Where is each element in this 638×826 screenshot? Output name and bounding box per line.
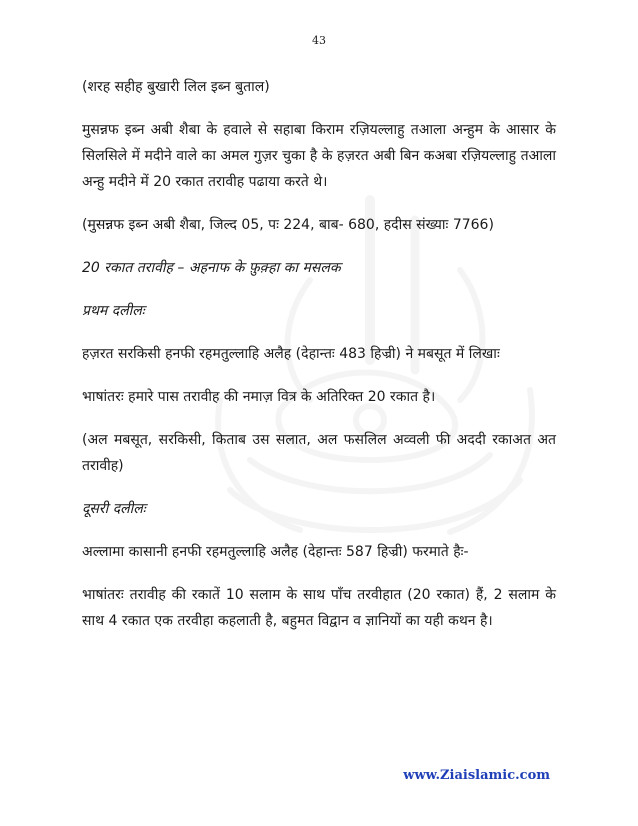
citation-mabsut: (अल मबसूत, सरकिसी, किताब उस सलात, अल फसलिल अव्वली फी अददी रकाअत अत तरावीह)	[82, 432, 556, 474]
paragraph-musannaf-narration: मुसन्नफ इब्न अबी शैबा के हवाले से सहाबा किराम रज़ियल्लाहु तआला अन्हुम के आसार के सिलसिले में मदीने वाले का अमल गुज़र चुका है के हज़रत अबी बिन कअबा रज़ियल्लाहु तआला अन्हु मदीने में 20 रकात तरावीह पढाया करते थे।	[82, 122, 556, 190]
citation-musannaf: (मुसन्नफ इब्न अबी शैबा, जिल्द 05, पः 224, बाब- 680, हदीस संख्याः 7766)	[82, 217, 494, 233]
document-body	[82, 74, 556, 651]
website-link[interactable]: www.Ziaislamic.com	[403, 768, 550, 783]
citation-sharh-bukhari: (शरह सहीह बुखारी लिल इब्न बुताल)	[82, 79, 270, 95]
paragraph-translation-1: भाषांतरः हमारे पास तरावीह की नमाज़ वित्र के अतिरिक्त 20 रकात है।	[82, 389, 436, 405]
paragraph-kasani: अल्लामा कासानी हनफी रहमतुल्लाहि अलैह (देहान्तः 587 हिज्री) फरमाते हैः-	[82, 544, 469, 560]
page-number: 43	[312, 34, 326, 47]
paragraph-sarakhsi: हज़रत सरकिसी हनफी रहमतुल्लाहि अलैह (देहान्तः 483 हिज्री) ने मबसूत में लिखाः	[82, 346, 500, 362]
subheading-first-evidence: प्रथम दलीलः	[82, 303, 145, 319]
subheading-second-evidence: दूसरी दलीलः	[82, 501, 146, 517]
section-heading: 20 रकात तरावीह – अहनाफ के फ़ुक़्हा का मसलक	[82, 260, 341, 276]
paragraph-translation-2: भाषांतरः तरावीह की रकातें 10 सलाम के साथ पाँच तरवीहात (20 रकात) हैं, 2 सलाम के साथ 4 रकात एक तरवीहा कहलाती है, बहुमत विद्वान व ज्ञानियों का यही कथन है।	[82, 587, 556, 629]
